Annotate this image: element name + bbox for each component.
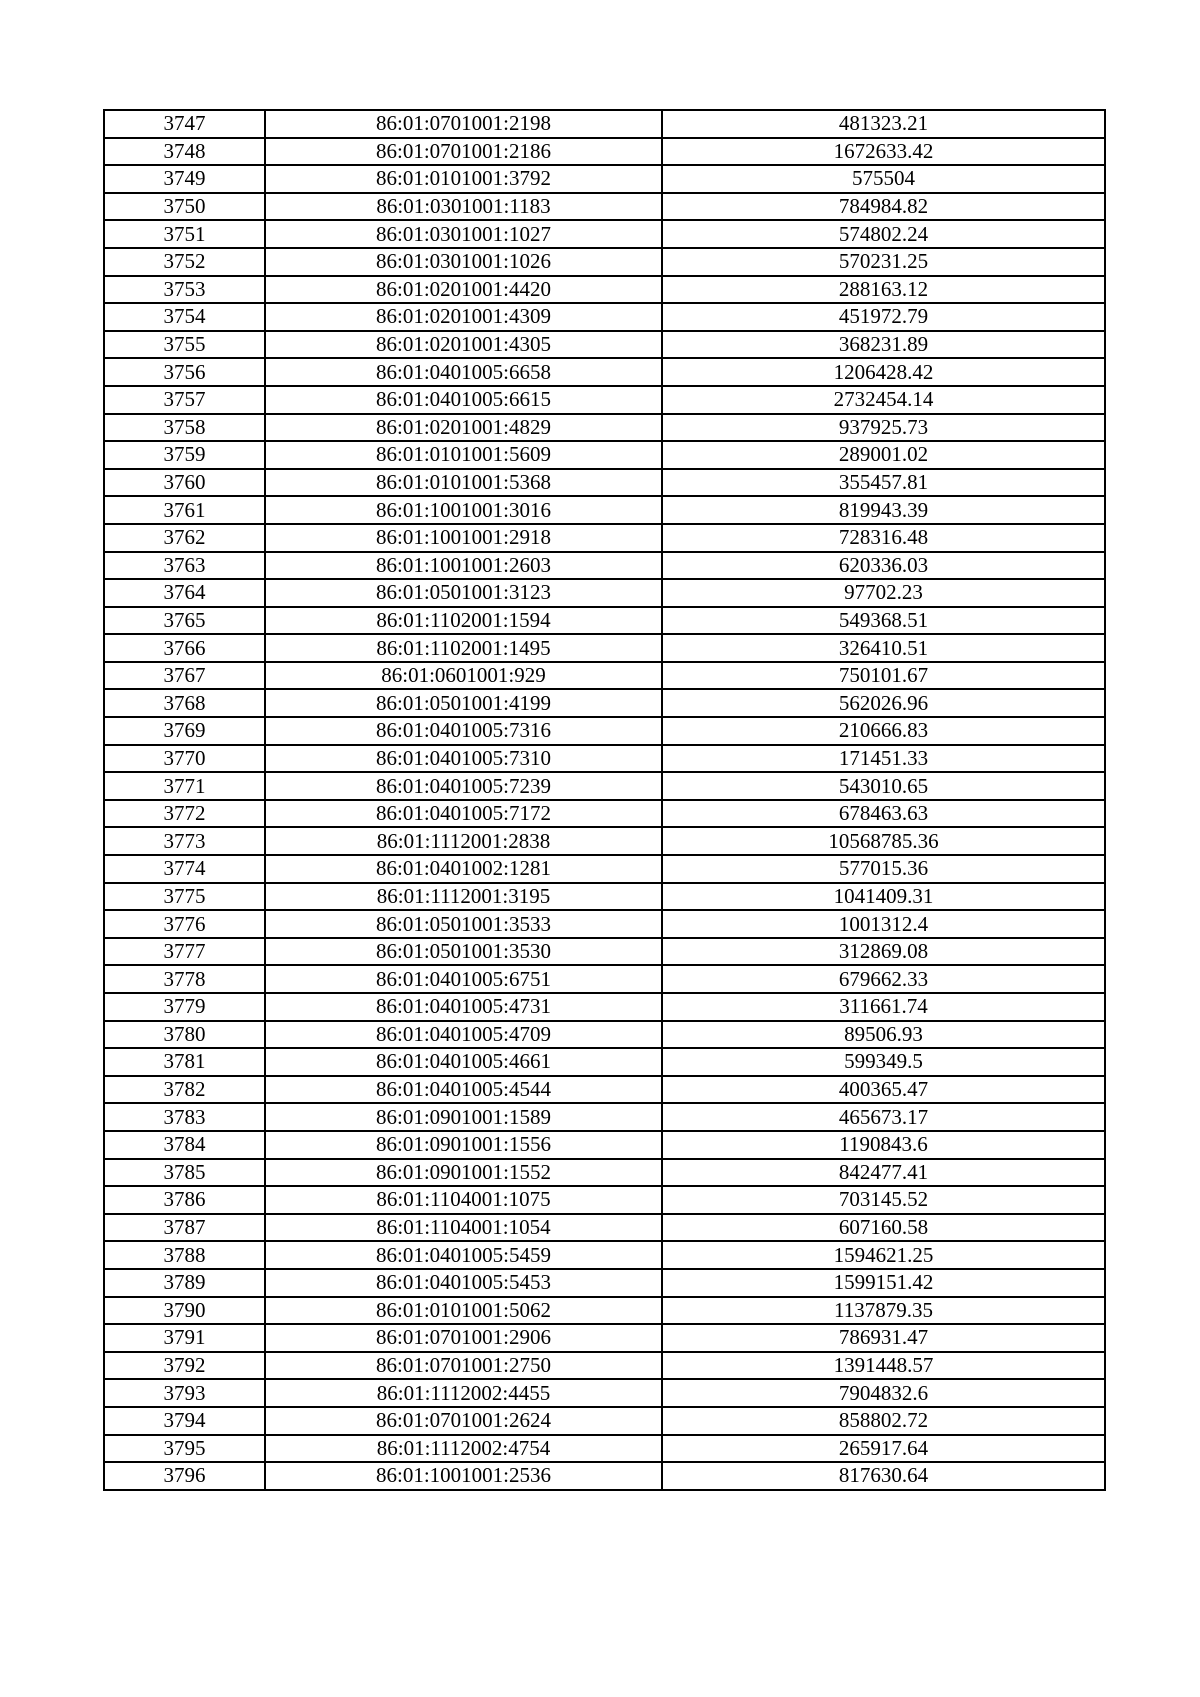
cadastral-value-table	[103, 109, 1106, 1491]
row-number-cell: 3753	[104, 276, 265, 304]
cadastral-number-cell: 86:01:1112002:4455	[265, 1379, 662, 1407]
value-cell: 1206428.42	[662, 358, 1105, 386]
row-number-cell: 3758	[104, 414, 265, 442]
row-number-cell: 3759	[104, 441, 265, 469]
value-cell: 575504	[662, 165, 1105, 193]
value-cell: 570231.25	[662, 248, 1105, 276]
value-cell: 1599151.42	[662, 1269, 1105, 1297]
value-cell: 1594621.25	[662, 1241, 1105, 1269]
row-number-cell: 3762	[104, 524, 265, 552]
value-cell: 750101.67	[662, 662, 1105, 690]
row-number-cell: 3785	[104, 1159, 265, 1187]
value-cell: 400365.47	[662, 1076, 1105, 1104]
row-number-cell: 3776	[104, 910, 265, 938]
cadastral-number-cell: 86:01:0501001:4199	[265, 689, 662, 717]
cadastral-number-cell: 86:01:0401005:6658	[265, 358, 662, 386]
table-row	[104, 358, 1105, 386]
value-cell: 599349.5	[662, 1048, 1105, 1076]
table-row	[104, 1021, 1105, 1049]
value-cell: 2732454.14	[662, 386, 1105, 414]
cadastral-number-cell: 86:01:0401005:7239	[265, 772, 662, 800]
cadastral-number-cell: 86:01:0901001:1589	[265, 1103, 662, 1131]
table-row	[104, 745, 1105, 773]
value-cell: 1001312.4	[662, 910, 1105, 938]
table-row	[104, 662, 1105, 690]
row-number-cell: 3773	[104, 827, 265, 855]
row-number-cell: 3768	[104, 689, 265, 717]
value-cell: 210666.83	[662, 717, 1105, 745]
cadastral-number-cell: 86:01:0601001:929	[265, 662, 662, 690]
table-row	[104, 1407, 1105, 1435]
cadastral-number-cell: 86:01:0701001:2198	[265, 110, 662, 138]
value-cell: 577015.36	[662, 855, 1105, 883]
cadastral-number-cell: 86:01:0401005:7316	[265, 717, 662, 745]
cadastral-number-cell: 86:01:1102001:1495	[265, 634, 662, 662]
value-cell: 562026.96	[662, 689, 1105, 717]
cadastral-number-cell: 86:01:1104001:1054	[265, 1214, 662, 1242]
row-number-cell: 3771	[104, 772, 265, 800]
cadastral-number-cell: 86:01:0501001:3533	[265, 910, 662, 938]
cadastral-number-cell: 86:01:0401002:1281	[265, 855, 662, 883]
value-cell: 784984.82	[662, 193, 1105, 221]
table-row	[104, 910, 1105, 938]
row-number-cell: 3749	[104, 165, 265, 193]
row-number-cell: 3754	[104, 303, 265, 331]
value-cell: 607160.58	[662, 1214, 1105, 1242]
table-row	[104, 1159, 1105, 1187]
table-row	[104, 800, 1105, 828]
cadastral-number-cell: 86:01:0501001:3530	[265, 938, 662, 966]
row-number-cell: 3779	[104, 993, 265, 1021]
row-number-cell: 3780	[104, 1021, 265, 1049]
table-row	[104, 1379, 1105, 1407]
row-number-cell: 3750	[104, 193, 265, 221]
cadastral-number-cell: 86:01:0901001:1552	[265, 1159, 662, 1187]
table-row	[104, 772, 1105, 800]
table-body	[104, 110, 1105, 1490]
value-cell: 1391448.57	[662, 1352, 1105, 1380]
value-cell: 312869.08	[662, 938, 1105, 966]
row-number-cell: 3794	[104, 1407, 265, 1435]
table-row	[104, 1048, 1105, 1076]
cadastral-number-cell: 86:01:0701001:2624	[265, 1407, 662, 1435]
row-number-cell: 3788	[104, 1241, 265, 1269]
table-row	[104, 855, 1105, 883]
row-number-cell: 3784	[104, 1131, 265, 1159]
value-cell: 819943.39	[662, 496, 1105, 524]
cadastral-number-cell: 86:01:0401005:4661	[265, 1048, 662, 1076]
table-row	[104, 469, 1105, 497]
row-number-cell: 3781	[104, 1048, 265, 1076]
table-row	[104, 193, 1105, 221]
cadastral-number-cell: 86:01:0201001:4420	[265, 276, 662, 304]
table-row	[104, 689, 1105, 717]
value-cell: 937925.73	[662, 414, 1105, 442]
table-row	[104, 414, 1105, 442]
value-cell: 89506.93	[662, 1021, 1105, 1049]
value-cell: 7904832.6	[662, 1379, 1105, 1407]
cadastral-number-cell: 86:01:1001001:2603	[265, 552, 662, 580]
value-cell: 171451.33	[662, 745, 1105, 773]
cadastral-number-cell: 86:01:0401005:4731	[265, 993, 662, 1021]
value-cell: 326410.51	[662, 634, 1105, 662]
table-row	[104, 165, 1105, 193]
table-row	[104, 552, 1105, 580]
cadastral-number-cell: 86:01:0401005:6751	[265, 965, 662, 993]
table-row	[104, 1076, 1105, 1104]
value-cell: 355457.81	[662, 469, 1105, 497]
row-number-cell: 3756	[104, 358, 265, 386]
table-row	[104, 634, 1105, 662]
cadastral-number-cell: 86:01:0701001:2750	[265, 1352, 662, 1380]
table-row	[104, 1103, 1105, 1131]
cadastral-number-cell: 86:01:0901001:1556	[265, 1131, 662, 1159]
value-cell: 97702.23	[662, 579, 1105, 607]
value-cell: 703145.52	[662, 1186, 1105, 1214]
value-cell: 451972.79	[662, 303, 1105, 331]
cadastral-number-cell: 86:01:1001001:2536	[265, 1462, 662, 1490]
table-row	[104, 138, 1105, 166]
value-cell: 858802.72	[662, 1407, 1105, 1435]
row-number-cell: 3772	[104, 800, 265, 828]
cadastral-number-cell: 86:01:0201001:4829	[265, 414, 662, 442]
row-number-cell: 3787	[104, 1214, 265, 1242]
row-number-cell: 3795	[104, 1435, 265, 1463]
row-number-cell: 3793	[104, 1379, 265, 1407]
row-number-cell: 3755	[104, 331, 265, 359]
row-number-cell: 3752	[104, 248, 265, 276]
row-number-cell: 3790	[104, 1297, 265, 1325]
table-row	[104, 607, 1105, 635]
cadastral-number-cell: 86:01:1112001:2838	[265, 827, 662, 855]
row-number-cell: 3774	[104, 855, 265, 883]
table-row	[104, 331, 1105, 359]
cadastral-number-cell: 86:01:0101001:3792	[265, 165, 662, 193]
row-number-cell: 3770	[104, 745, 265, 773]
table-row	[104, 220, 1105, 248]
table-row	[104, 1435, 1105, 1463]
cadastral-number-cell: 86:01:0201001:4309	[265, 303, 662, 331]
row-number-cell: 3760	[104, 469, 265, 497]
cadastral-number-cell: 86:01:1112001:3195	[265, 883, 662, 911]
value-cell: 265917.64	[662, 1435, 1105, 1463]
row-number-cell: 3789	[104, 1269, 265, 1297]
cadastral-number-cell: 86:01:1001001:2918	[265, 524, 662, 552]
table-row	[104, 883, 1105, 911]
table-row	[104, 386, 1105, 414]
value-cell: 549368.51	[662, 607, 1105, 635]
row-number-cell: 3783	[104, 1103, 265, 1131]
cadastral-number-cell: 86:01:0301001:1183	[265, 193, 662, 221]
table-row	[104, 524, 1105, 552]
value-cell: 1190843.6	[662, 1131, 1105, 1159]
value-cell: 465673.17	[662, 1103, 1105, 1131]
table-row	[104, 827, 1105, 855]
row-number-cell: 3761	[104, 496, 265, 524]
value-cell: 1672633.42	[662, 138, 1105, 166]
row-number-cell: 3792	[104, 1352, 265, 1380]
row-number-cell: 3775	[104, 883, 265, 911]
cadastral-number-cell: 86:01:0701001:2186	[265, 138, 662, 166]
cadastral-number-cell: 86:01:1102001:1594	[265, 607, 662, 635]
value-cell: 543010.65	[662, 772, 1105, 800]
cadastral-number-cell: 86:01:0501001:3123	[265, 579, 662, 607]
value-cell: 289001.02	[662, 441, 1105, 469]
row-number-cell: 3747	[104, 110, 265, 138]
value-cell: 481323.21	[662, 110, 1105, 138]
cadastral-number-cell: 86:01:0401005:7172	[265, 800, 662, 828]
cadastral-number-cell: 86:01:1112002:4754	[265, 1435, 662, 1463]
table-row	[104, 938, 1105, 966]
table-row	[104, 303, 1105, 331]
row-number-cell: 3791	[104, 1324, 265, 1352]
row-number-cell: 3782	[104, 1076, 265, 1104]
table-row	[104, 1324, 1105, 1352]
cadastral-number-cell: 86:01:0401005:4709	[265, 1021, 662, 1049]
cadastral-number-cell: 86:01:0401005:6615	[265, 386, 662, 414]
row-number-cell: 3763	[104, 552, 265, 580]
value-cell: 728316.48	[662, 524, 1105, 552]
row-number-cell: 3766	[104, 634, 265, 662]
value-cell: 1041409.31	[662, 883, 1105, 911]
value-cell: 574802.24	[662, 220, 1105, 248]
cadastral-number-cell: 86:01:0101001:5609	[265, 441, 662, 469]
cadastral-number-cell: 86:01:0301001:1026	[265, 248, 662, 276]
table-row	[104, 579, 1105, 607]
table-row	[104, 717, 1105, 745]
value-cell: 678463.63	[662, 800, 1105, 828]
table-row	[104, 965, 1105, 993]
table-row	[104, 1269, 1105, 1297]
cadastral-number-cell: 86:01:0101001:5062	[265, 1297, 662, 1325]
cadastral-number-cell: 86:01:0201001:4305	[265, 331, 662, 359]
row-number-cell: 3786	[104, 1186, 265, 1214]
value-cell: 842477.41	[662, 1159, 1105, 1187]
table-row	[104, 1462, 1105, 1490]
table-row	[104, 1186, 1105, 1214]
row-number-cell: 3757	[104, 386, 265, 414]
table-row	[104, 1352, 1105, 1380]
table-row	[104, 993, 1105, 1021]
value-cell: 620336.03	[662, 552, 1105, 580]
table-row	[104, 1214, 1105, 1242]
cadastral-number-cell: 86:01:0401005:4544	[265, 1076, 662, 1104]
value-cell: 679662.33	[662, 965, 1105, 993]
table-row	[104, 1241, 1105, 1269]
value-cell: 10568785.36	[662, 827, 1105, 855]
table-row	[104, 1131, 1105, 1159]
row-number-cell: 3764	[104, 579, 265, 607]
table-row	[104, 110, 1105, 138]
cadastral-number-cell: 86:01:0401005:7310	[265, 745, 662, 773]
cadastral-number-cell: 86:01:0301001:1027	[265, 220, 662, 248]
value-cell: 288163.12	[662, 276, 1105, 304]
value-cell: 1137879.35	[662, 1297, 1105, 1325]
row-number-cell: 3751	[104, 220, 265, 248]
value-cell: 817630.64	[662, 1462, 1105, 1490]
value-cell: 786931.47	[662, 1324, 1105, 1352]
cadastral-number-cell: 86:01:0401005:5453	[265, 1269, 662, 1297]
table-row	[104, 496, 1105, 524]
row-number-cell: 3767	[104, 662, 265, 690]
row-number-cell: 3765	[104, 607, 265, 635]
cadastral-number-cell: 86:01:0701001:2906	[265, 1324, 662, 1352]
row-number-cell: 3748	[104, 138, 265, 166]
table-row	[104, 441, 1105, 469]
value-cell: 311661.74	[662, 993, 1105, 1021]
row-number-cell: 3796	[104, 1462, 265, 1490]
row-number-cell: 3778	[104, 965, 265, 993]
row-number-cell: 3769	[104, 717, 265, 745]
cadastral-number-cell: 86:01:0401005:5459	[265, 1241, 662, 1269]
value-cell: 368231.89	[662, 331, 1105, 359]
table-row	[104, 276, 1105, 304]
table-row	[104, 248, 1105, 276]
cadastral-number-cell: 86:01:0101001:5368	[265, 469, 662, 497]
cadastral-number-cell: 86:01:1104001:1075	[265, 1186, 662, 1214]
cadastral-number-cell: 86:01:1001001:3016	[265, 496, 662, 524]
row-number-cell: 3777	[104, 938, 265, 966]
table-row	[104, 1297, 1105, 1325]
